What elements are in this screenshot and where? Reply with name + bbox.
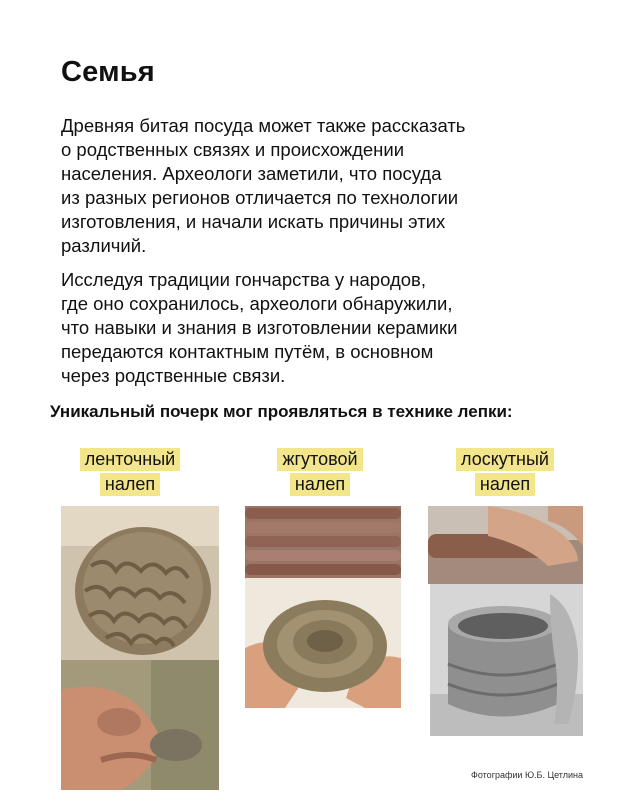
text-line: населения. Археологи заметили, что посуда — [61, 163, 442, 184]
label-line: налеп — [290, 473, 350, 496]
intro-paragraph — [61, 114, 531, 258]
label-line: налеп — [475, 473, 535, 496]
coil-spiral-photo — [245, 578, 401, 708]
text-line: где оно сохранилось, археологи обнаружили, — [61, 293, 453, 314]
techniques-heading: Уникальный почерк мог проявляться в технике лепки: — [50, 402, 513, 421]
technique-label-patch — [425, 448, 585, 498]
patch-vessel-photo — [430, 584, 583, 736]
technique-label-coil — [240, 448, 400, 498]
text-line: о родственных связях и происхождении — [61, 139, 405, 160]
text-line: изготовления, и начали искать причины этих — [61, 211, 446, 232]
label-line: налеп — [100, 473, 160, 496]
page-title: Семья — [61, 56, 155, 88]
ribbon-hand-photo — [61, 660, 219, 790]
coil-rolls-photo — [245, 506, 401, 578]
technique-label-ribbon — [50, 448, 210, 498]
label-line: лоскутный — [456, 448, 554, 471]
text-line: из разных регионов отличается по технологии — [61, 187, 459, 208]
photo-credit: Фотографии Ю.Б. Цетлина — [471, 770, 583, 780]
text-line: Древняя битая посуда может также рассказать — [61, 115, 466, 136]
text-line: различий. — [61, 235, 147, 256]
text-line: через родственные связи. — [61, 365, 286, 386]
patch-pressing-photo — [428, 506, 583, 584]
text-line: что навыки и знания в изготовлении керамики — [61, 317, 458, 338]
ribbon-vessel-photo — [61, 506, 219, 660]
label-line: ленточный — [80, 448, 180, 471]
research-paragraph — [61, 268, 531, 388]
text-line: передаются контактным путём, в основном — [61, 341, 434, 362]
text-line: Исследуя традиции гончарства у народов, — [61, 269, 427, 290]
label-line: жгутовой — [277, 448, 362, 471]
